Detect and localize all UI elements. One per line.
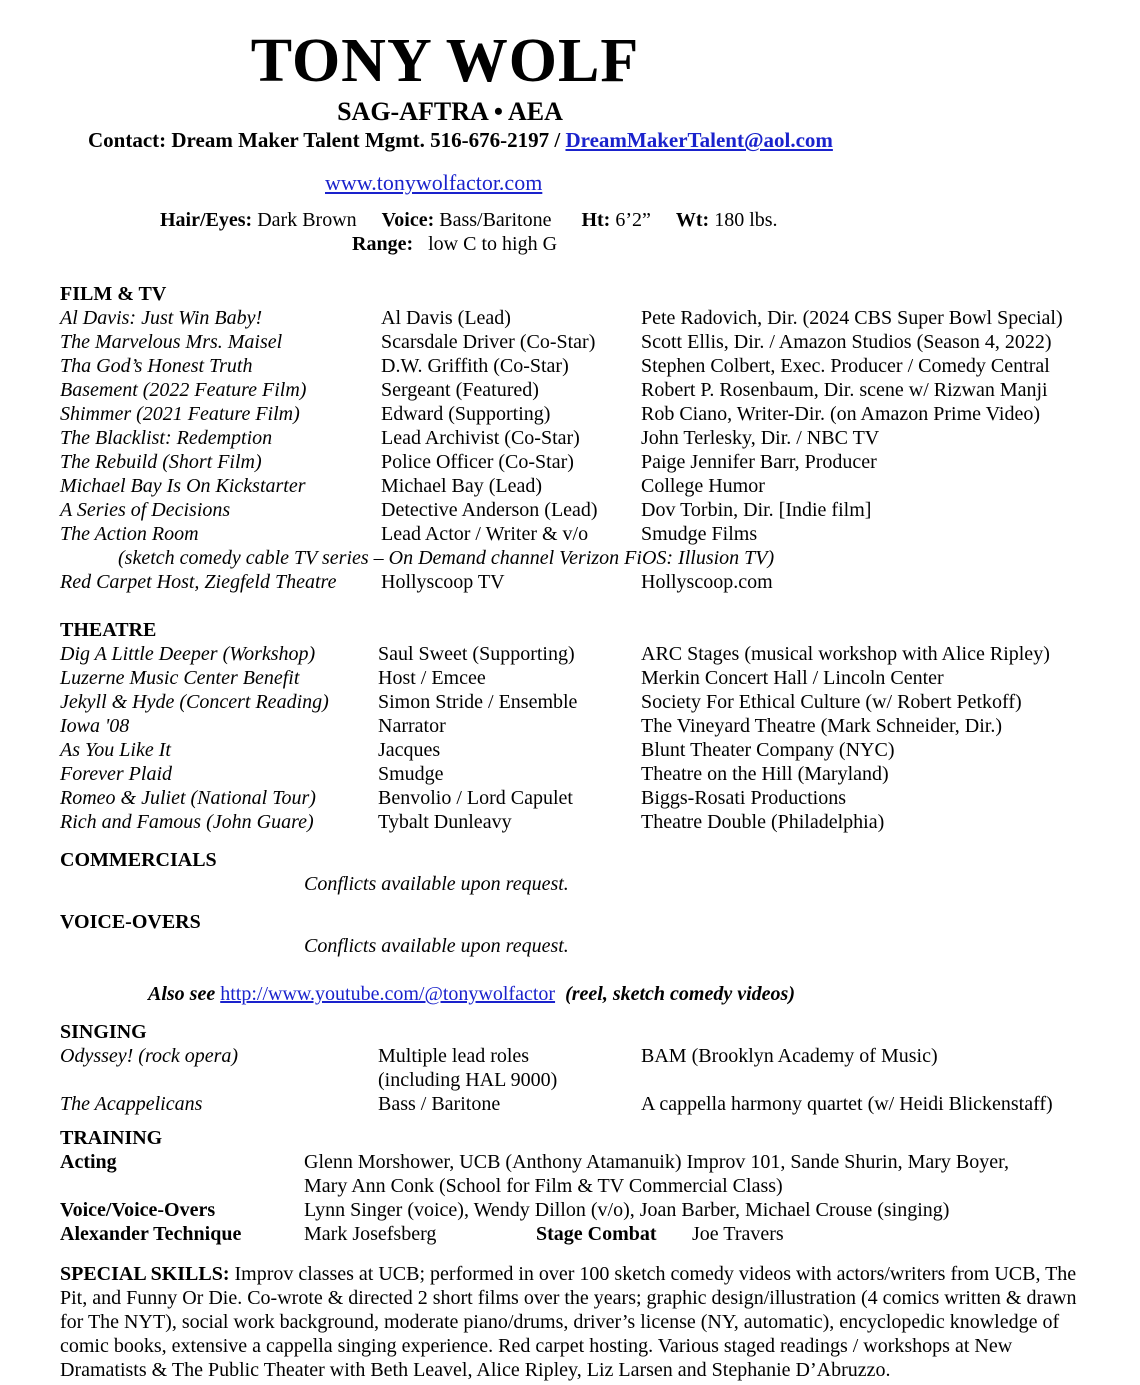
theatre-row [0, 786, 1140, 810]
credit-role: Host / Emcee [378, 667, 486, 689]
credit-role: Bass / Baritone [378, 1093, 501, 1115]
film-tv-row [0, 306, 1140, 330]
actor-name: TONY WOLF [250, 27, 640, 95]
physical-stats [160, 208, 778, 232]
also-see-suffix: (reel, sketch comedy videos) [565, 983, 795, 1005]
credit-role: Al Davis (Lead) [381, 307, 511, 329]
alexander-label: Alexander Technique [60, 1223, 242, 1245]
credit-company: The Vineyard Theatre (Mark Schneider, Dir.) [641, 715, 1003, 737]
film-tv-row [0, 378, 1140, 402]
credit-company: Theatre on the Hill (Maryland) [641, 763, 889, 785]
credit-role: Jacques [378, 739, 441, 761]
contact-email-link[interactable]: DreamMakerTalent@aol.com [565, 128, 833, 152]
credit-role: Benvolio / Lord Capulet [378, 787, 573, 809]
credit-role: Saul Sweet (Supporting) [378, 643, 575, 665]
credit-company: Blunt Theater Company (NYC) [641, 739, 895, 761]
action-room-note: (sketch comedy cable TV series – On Demand channel Verizon FiOS: Illusion TV) [118, 547, 775, 569]
special-skills-label: SPECIAL SKILLS: [60, 1263, 230, 1285]
credit-company: Hollyscoop.com [641, 571, 773, 593]
credit-title: As You Like It [60, 739, 171, 761]
voiceovers-heading: VOICE-OVERS [60, 911, 201, 933]
credit-title: Forever Plaid [60, 763, 173, 785]
credit-role: Sergeant (Featured) [381, 379, 539, 401]
film-tv-row [0, 498, 1140, 522]
theatre-row [0, 810, 1140, 834]
credit-title: The Acappelicans [60, 1093, 203, 1115]
credit-role-continued: (including HAL 9000) [378, 1069, 558, 1091]
credit-company: Stephen Colbert, Exec. Producer / Comedy Central [641, 355, 1050, 377]
credit-company: Scott Ellis, Dir. / Amazon Studios (Season 4, 2022) [641, 331, 1052, 353]
acting-teachers: Glenn Morshower, UCB (Anthony Atamanuik) Improv 101, Sande Shurin, Mary Boyer, [304, 1151, 1009, 1173]
singing-row [0, 1092, 1140, 1116]
credit-company: Smudge Films [641, 523, 758, 545]
credit-title: Shimmer (2021 Feature Film) [60, 403, 300, 425]
film-tv-heading: FILM & TV [60, 283, 167, 305]
film-tv-row [0, 522, 1140, 546]
film-tv-row [0, 450, 1140, 474]
hair-label: Hair/Eyes: [160, 209, 253, 231]
credit-title: Michael Bay Is On Kickstarter [60, 475, 306, 497]
stage-combat-teacher: Joe Travers [692, 1223, 784, 1245]
film-tv-row [0, 402, 1140, 426]
singing-heading: SINGING [60, 1021, 147, 1043]
contact-text: Contact: Dream Maker Talent Mgmt. 516-676-2197 / [88, 128, 566, 152]
singing-row [0, 1044, 1140, 1068]
weight-value: 180 lbs. [714, 209, 778, 231]
film-tv-row [0, 354, 1140, 378]
voice-training-label: Voice/Voice-Overs [60, 1199, 216, 1221]
credit-role: Scarsdale Driver (Co-Star) [381, 331, 596, 353]
height-value: 6’2” [615, 209, 651, 231]
acting-label: Acting [60, 1151, 117, 1173]
credit-title: The Blacklist: Redemption [60, 427, 273, 449]
voiceovers-note: Conflicts available upon request. [304, 935, 569, 957]
special-skills [60, 1262, 1090, 1382]
credit-company: Rob Ciano, Writer-Dir. (on Amazon Prime Video) [641, 403, 1041, 425]
credit-title: The Action Room [60, 523, 199, 545]
theatre-row [0, 642, 1140, 666]
credit-company: ARC Stages (musical workshop with Alice Ripley) [641, 643, 1050, 665]
film-tv-row [0, 426, 1140, 450]
credit-title: Red Carpet Host, Ziegfeld Theatre [60, 571, 337, 593]
theatre-row [0, 690, 1140, 714]
credit-role: Lead Archivist (Co-Star) [381, 427, 580, 449]
credit-role: Tybalt Dunleavy [378, 811, 512, 833]
credit-company: Dov Torbin, Dir. [Indie film] [641, 499, 872, 521]
credit-company: Pete Radovich, Dir. (2024 CBS Super Bowl Special) [641, 307, 1063, 329]
credit-company: College Humor [641, 475, 765, 497]
credit-title: Odyssey! (rock opera) [60, 1045, 239, 1067]
vocal-range [352, 232, 557, 256]
credit-company: John Terlesky, Dir. / NBC TV [641, 427, 880, 449]
credit-role: Narrator [378, 715, 446, 737]
commercials-note: Conflicts available upon request. [304, 873, 569, 895]
credit-company: A cappella harmony quartet (w/ Heidi Blickenstaff) [641, 1093, 1053, 1115]
credit-title: Iowa '08 [60, 715, 130, 737]
website-link[interactable]: www.tonywolfactor.com [325, 170, 543, 195]
credit-role: Michael Bay (Lead) [381, 475, 543, 497]
credit-title: The Marvelous Mrs. Maisel [60, 331, 283, 353]
credit-company: Biggs-Rosati Productions [641, 787, 847, 809]
credit-title: The Rebuild (Short Film) [60, 451, 262, 473]
credit-title: Dig A Little Deeper (Workshop) [60, 643, 316, 665]
credit-title: Al Davis: Just Win Baby! [60, 307, 263, 329]
credit-company: Robert P. Rosenbaum, Dir. scene w/ Rizwan Manji [641, 379, 1048, 401]
credit-role: Hollyscoop TV [381, 571, 505, 593]
credit-role: Simon Stride / Ensemble [378, 691, 578, 713]
height-label: Ht: [581, 209, 611, 231]
special-skills-text: Improv classes at UCB; performed in over 100 sketch comedy videos with actors/writers from UCB, The Pit, and Funny Or Die. Co-wrote & directed 2 short films over the years; graphic design/illustration (4 comics written & drawn for The NYT), social work background, moderate piano/drums, driver’s license (NY, automatic), encyclopedic knowledge of comic books, extensive a cappella singing experience. Red carpet hosting. Various staged readings / workshops at New Dramatists & The Public Theater with Beth Leavel, Alice Ripley, Liz Larsen and Stephanie D’Abruzzo. [60, 1263, 1077, 1381]
credit-company: Paige Jennifer Barr, Producer [641, 451, 877, 473]
voice-label: Voice: [381, 209, 435, 231]
also-see-label: Also see [148, 983, 216, 1005]
range-label: Range: [352, 233, 414, 255]
credit-role: Detective Anderson (Lead) [381, 499, 598, 521]
alexander-teacher: Mark Josefsberg [304, 1223, 437, 1245]
theatre-row [0, 738, 1140, 762]
credit-company: Merkin Concert Hall / Lincoln Center [641, 667, 944, 689]
credit-company: Society For Ethical Culture (w/ Robert Petkoff) [641, 691, 1022, 713]
credit-role: D.W. Griffith (Co-Star) [381, 355, 569, 377]
credit-role: Edward (Supporting) [381, 403, 551, 425]
training-heading: TRAINING [60, 1127, 163, 1149]
credit-title: Rich and Famous (John Guare) [60, 811, 314, 833]
credit-title: Jekyll & Hyde (Concert Reading) [60, 691, 329, 713]
hair-value: Dark Brown [257, 209, 357, 231]
film-tv-row [0, 474, 1140, 498]
commercials-heading: COMMERCIALS [60, 849, 217, 871]
credit-role: Police Officer (Co-Star) [381, 451, 574, 473]
theatre-heading: THEATRE [60, 619, 157, 641]
credit-title: Tha God’s Honest Truth [60, 355, 253, 377]
stage-combat-label: Stage Combat [536, 1223, 657, 1245]
also-see-line [148, 982, 795, 1006]
acting-teachers-continued: Mary Ann Conk (School for Film & TV Commercial Class) [304, 1175, 783, 1197]
credit-role: Lead Actor / Writer & v/o [381, 523, 589, 545]
credit-title: A Series of Decisions [60, 499, 231, 521]
voice-value: Bass/Baritone [439, 209, 552, 231]
union-affiliations: SAG-AFTRA • AEA [337, 97, 563, 126]
credit-role: Multiple lead roles [378, 1045, 530, 1067]
weight-label: Wt: [675, 209, 710, 231]
voice-teachers: Lynn Singer (voice), Wendy Dillon (v/o), Joan Barber, Michael Crouse (singing) [304, 1199, 950, 1221]
credit-title: Basement (2022 Feature Film) [60, 379, 307, 401]
theatre-row [0, 714, 1140, 738]
credit-role: Smudge [378, 763, 444, 785]
credit-company: Theatre Double (Philadelphia) [641, 811, 885, 833]
credit-company: BAM (Brooklyn Academy of Music) [641, 1045, 938, 1067]
film-tv-row [0, 570, 1140, 594]
film-tv-row [0, 330, 1140, 354]
range-value: low C to high G [428, 233, 558, 255]
theatre-row [0, 762, 1140, 786]
contact-line [88, 128, 833, 152]
theatre-row [0, 666, 1140, 690]
youtube-link[interactable]: http://www.youtube.com/@tonywolfactor [220, 983, 556, 1005]
credit-title: Luzerne Music Center Benefit [60, 667, 300, 689]
credit-title: Romeo & Juliet (National Tour) [60, 787, 316, 809]
